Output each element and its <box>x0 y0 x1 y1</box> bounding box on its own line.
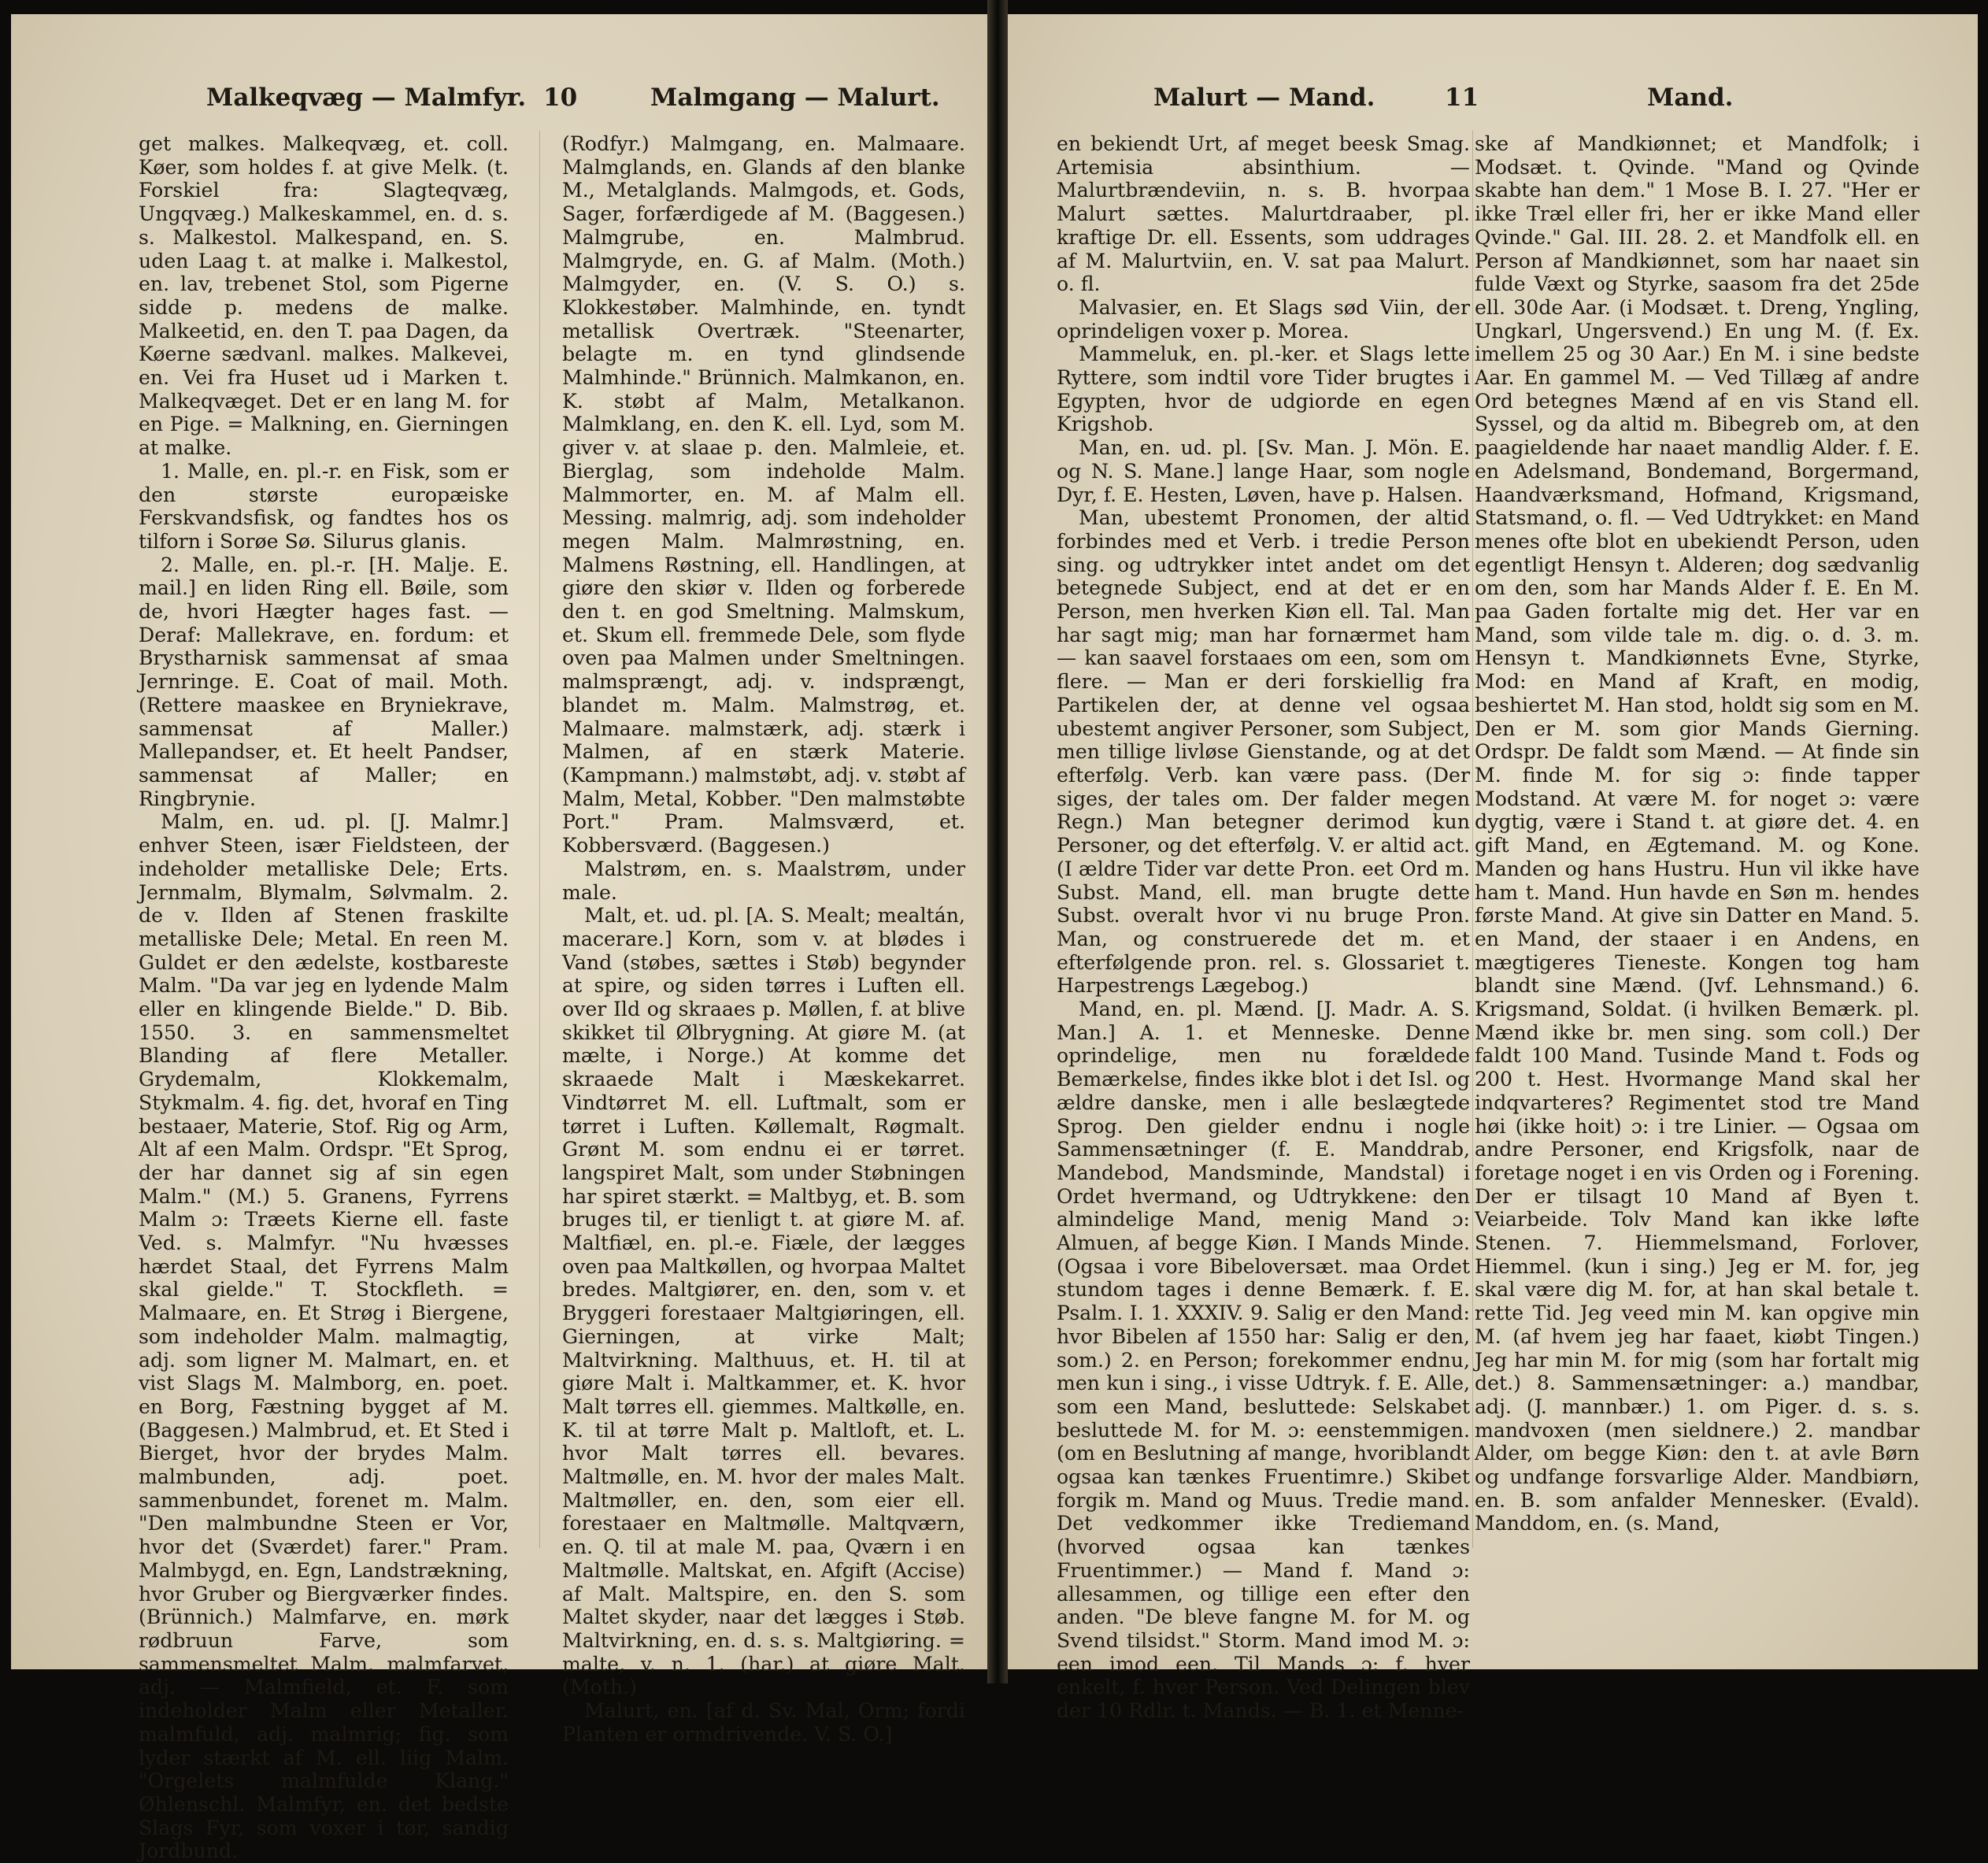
paragraph: Malurt, en. [af d. Sv. Mal, Orm; fordi Planten er ormdrivende. V. S. O.] <box>562 1699 965 1746</box>
left-page <box>11 14 987 1863</box>
paragraph: Malt, et. ud. pl. [A. S. Mealt; mealtán, macerare.] Korn, som v. at blødes i Vand (støbes, sættes i Støb) begynder at spire, og siden tørres i Luften ell. over Ild og skraaes p. Møllen, f. at blive skikket til Ølbrygning. At giøre M. (at mælte, i Norge.) At komme det skraaede Malt i Mæskekarret. Vindtørret M. ell. Luftmalt, som er tørret i Luften. Køllemalt, Røgmalt. Grønt M. som endnu ei er tørret. langspiret Malt, som under Støbningen har spiret stærkt. = Maltbyg, et. B. som bruges til, er tienligt t. at giøre M. af. Maltfiæl, en. pl.-e. Fiæle, der lægges oven paa Maltkøllen, og hvorpaa Maltet bredes. Maltgiører, en. den, som v. et Bryggeri forestaaer Maltgiøringen, ell. Gierningen, at virke Malt; Maltvirkning. Malthuus, et. H. til at giøre Malt i. Maltkammer, et. K. hvor Malt tørres ell. giemmes. Maltkølle, en. K. til at tørre Malt p. Maltloft, et. L. hvor Malt tørres ell. bevares. Maltmølle, en. M. hvor der males Malt. Maltmøller, en. den, som eier ell. forestaaer en Maltmølle. Maltqværn, en. Q. til at male M. paa, Qværn i en Maltmølle. Maltskat, en. Afgift (Accise) af Malt. Maltspire, en. den S. som Maltet skyder, naar det lægges i Støb. Maltvirkning, en. d. s. s. Maltgiøring. = malte, v. n. 1. (har.) at giøre Malt. (Moth.) <box>562 904 965 1699</box>
paragraph: Malm, en. ud. pl. [J. Malmr.] enhver Steen, især Fieldsteen, der indeholder metalliske Dele; Erts. Jernmalm, Blymalm, Sølvmalm. 2. de v. Ilden af Stenen fraskilte metalliske Dele; Metal. En reen M. Guldet er den ædelste, kostbareste Malm. "Da var jeg en lydende Malm eller en klingende Bielde." D. Bib. 1550. 3. en sammensmeltet Blanding af flere Metaller. Grydemalm, Klokkemalm, Stykmalm. 4. fig. det, hvoraf en Ting bestaaer, Materie, Stof. Rig og Arm, Alt af een Malm. Ordspr. "Et Sprog, der har dannet sig af sin egen Malm." (M.) 5. Granens, Fyrrens Malm ɔ: Træets Kierne ell. faste Ved. s. Malmfyr. "Nu hvæsses hærdet Staal, det Fyrrens Malm skal gielde." T. Stockfleth. = Malmaare, en. Et Strøg i Biergene, som indeholder Malm. malmagtig, adj. som ligner M. Malmart, en. et vist Slags M. Malmborg, en. poet. en Borg, Fæstning bygget af M. (Baggesen.) Malmbrud, et. Et Sted i Bierget, hvor der brydes Malm. malmbunden, adj. poet. sammenbundet, forenet m. Malm. "Den malmbundne Steen er Vor, hvor det (Sværdet) farer." Pram. Malmbygd, en. Egn, Landstrækning, hvor Gruber og Biergværker findes. (Brünnich.) Malmfarve, en. mørk rødbruun Farve, som sammensmeltet Malm. malmfarvet, adj. — Malmfield, et. F. som indeholder Malm eller Metaller. malmfuld, adj. malmrig; fig. som lyder stærkt af M. ell. liig Malm. "Orgelets malmfulde Klang." Øhlenschl. Malmfyr, en. det bedste Slags Fyr, som voxer i tør, sandig Jordbund. <box>139 810 509 1863</box>
paragraph: en bekiendt Urt, af meget beesk Smag. Artemisia absinthium. — Malurtbrændeviin, n. s. B. hvorpaa Malurt sættes. Malurtdraaber, pl. kraftige Dr. ell. Essents, som uddrages af M. Malurtviin, en. V. sat paa Malurt. o. fl. <box>1057 132 1470 296</box>
right-page-header <box>1008 83 1978 118</box>
paragraph: Man, ubestemt Pronomen, der altid forbindes med et Verb. i tredie Person sing. og udtrykker intet andet om det betegnede Subject, end at det er en Person, men hverken Kiøn ell. Tal. Man har sagt mig; man har fornærmet ham — kan saavel forstaaes om een, som om flere. — Man er deri forskiellig fra Partikelen der, at denne vel ogsaa ubestemt angiver Personer, som Subject, men tillige livløse Gienstande, og at det efterfølg. Verb. kan være pass. (Der siges, der tales om. Der falder megen Regn.) Man betegner derimod kun Personer, og det efterfølg. V. er altid act. (I ældre Tider var dette Pron. eet Ord m. Subst. Mand, ell. man brugte dette Subst. overalt hvor vi nu bruge Pron. Man, og construerede det m. et efterfølgende pron. rel. s. Glossariet t. Harpestrengs Lægebog.) <box>1057 506 1470 998</box>
paragraph: 2. Malle, en. pl.-r. [H. Malje. E. mail.] en liden Ring ell. Bøile, som de, hvori Hægter hages fast. — Deraf: Mallekrave, en. fordum: et Brystharnisk sammensat af smaa Jernringe. E. Coat of mail. Moth. (Rettere maaskee en Bryniekrave, sammensat af Maller.) Mallepandser, et. Et heelt Pandser, sammensat af Maller; en Ringbrynie. <box>139 553 509 810</box>
column-divider <box>539 131 540 1548</box>
paragraph: Malstrøm, en. s. Maalstrøm, under male. <box>562 857 965 904</box>
paragraph: (Rodfyr.) Malmgang, en. Malmaare. Malmglands, en. Glands af den blanke M., Metalglands. Malmgods, et. Gods, Sager, forfærdigede af M. (Baggesen.) Malmgrube, en. Malmbrud. Malmgryde, en. G. af Malm. (Moth.) Malmgyder, en. (V. S. O.) s. Klokkestøber. Malmhinde, en. tyndt metallisk Overtræk. "Steenarter, belagte m. en tynd glindsende Malmhinde." Brünnich. Malmkanon, en. K. støbt af Malm, Metalkanon. Malmklang, en. den K. ell. Lyd, som M. giver v. at slaae p. den. Malmleie, et. Bierglag, som indeholde Malm. Malmmorter, en. M. af Malm ell. Messing. malmrig, adj. som indeholder megen Malm. Malmrøstning, en. Malmens Røstning, ell. Handlingen, at giøre den skiør v. Ilden og forberede den t. en god Smeltning. Malmskum, et. Skum ell. fremmede Dele, som flyde oven paa Malmen under Smeltningen. malmsprængt, adj. v. indsprængt, blandet m. Malm. Malmstrøg, et. Malmaare. malmstærk, adj. stærk i Malmen, af en stærk Materie. (Kampmann.) malmstøbt, adj. v. støbt af Malm, Metal, Kobber. "Den malmstøbte Port." Pram. Malmsværd, et. Kobbersværd. (Baggesen.) <box>562 132 965 857</box>
paragraph: 1. Malle, en. pl.-r. en Fisk, som er den største europæiske Ferskvandsfisk, og fandtes hos os tilforn i Sorøe Sø. Silurus glanis. <box>139 459 509 553</box>
right-page <box>1008 14 1978 1723</box>
right-page-column-2 <box>1475 132 1920 1660</box>
book-gutter <box>987 0 1008 1683</box>
page-number: 10 <box>543 83 578 112</box>
paragraph: Man, en. ud. pl. [Sv. Man. J. Mön. E. og N. S. Mane.] lange Haar, som nogle Dyr, f. E. Hesten, Løven, have p. Halsen. <box>1057 436 1470 506</box>
paragraph: Mammeluk, en. pl.-ker. et Slags lette Ryttere, som indtil vore Tider brugtes i Egypten, hvor de udgiorde en egen Krigshob. <box>1057 343 1470 436</box>
left-guide-word: Malurt — Mand. <box>1153 83 1375 112</box>
left-guide-word: Malkeqvæg — Malmfyr. <box>206 83 527 112</box>
column-divider <box>1472 131 1473 1548</box>
left-page-column-1 <box>139 132 509 1863</box>
paragraph: Mand, en. pl. Mænd. [J. Madr. A. S. Man.] A. 1. et Menneske. Denne oprindelige, men nu forældede Bemærkelse, findes ikke blot i det Isl. og ældre danske, men i alle beslægtede Sprog. Den gielder endnu i nogle Sammensætninger (f. E. Manddrab, Mandebod, Mandsminde, Mandstal) i Ordet hvermand, og Udtrykkene: den almindelige Mand, menig Mand ɔ: Almuen, af begge Kiøn. I Mands Minde. (Ogsaa i vore Bibeloversæt. maa Ordet stundom tages i denne Bemærk. f. E. Psalm. I. 1. XXXIV. 9. Salig er den Mand: hvor Bibelen af 1550 har: Salig er den, som.) 2. en Person; forekommer endnu, men kun i sing., i visse Udtryk. f. E. Alle, som een Mand, besluttede: Selskabet besluttede M. for M. ɔ: eenstemmigen. (om en Beslutning af mange, hvoriblandt ogsaa kan tænkes Fruentimre.) Skibet forgik m. Mand og Muus. Tredie mand. Det vedkommer ikke Trediemand (hvorved ogsaa kan tænkes Fruentimmer.) — Mand f. Mand ɔ: allesammen, og tillige een efter den anden. "De bleve fangne M. for M. og Svend tilsidst." Storm. Mand imod M. ɔ: een imod een. Til Mands ɔ: f. hver enkelt, f. hver Person. Ved Delingen blev der 10 Rdlr. t. Mands. — B. 1. et Menne- <box>1057 998 1470 1723</box>
left-page-column-2 <box>562 132 965 1746</box>
paragraph: Malvasier, en. Et Slags sød Viin, der oprindeligen voxer p. Morea. <box>1057 295 1470 343</box>
paragraph: ske af Mandkiønnet; et Mandfolk; i Modsæt. t. Qvinde. "Mand og Qvinde skabte han dem." 1 Mose B. I. 27. "Her er ikke Træl eller fri, her er ikke Mand eller Qvinde." Gal. III. 28. 2. et Mandfolk ell. en Person af Mandkiønnet, som har naaet sin fulde Væxt og Styrke, saasom fra det 25de ell. 30de Aar. (i Modsæt. t. Dreng, Yngling, Ungkarl, Ungersvend.) En ung M. (f. Ex. imellem 25 og 30 Aar.) En M. i sine bedste Aar. En gammel M. — Ved Tillæg af andre Ord betegnes Mænd af en vis Stand ell. Syssel, og da altid m. Bibegreb om, at den paagieldende har naaet mandlig Alder. f. E. en Adelsmand, Bondemand, Borgermand, Haandværksmand, Hofmand, Krigsmand, Statsmand, o. fl. — Ved Udtrykket: en Mand menes ofte blot en ubekiendt Person, uden egentligt Hensyn t. Alderen; dog sædvanlig om den, som har Mands Alder f. E. En M. paa Gaden fortalte mig det. Her var en Mand, som vilde tale m. dig. o. d. 3. m. Hensyn t. Mandkiønnets Evne, Styrke, Mod: en Mand af Kraft, en modig, beshiertet M. Han stod, holdt sig som en M. Den er M. som gior Mands Gierning. Ordspr. De faldt som Mænd. — At finde sin M. finde M. for sig ɔ: finde tapper Modstand. At være M. for noget ɔ: være dygtig, være i Stand t. at giøre det. 4. en gift Mand, en Ægtemand. M. og Kone. Manden og hans Hustru. Hun vil ikke have ham t. Mand. Hun havde en Søn m. hendes første Mand. At give sin Datter en Mand. 5. en Mand, der staaer i en Andens, en mægtigeres Tieneste. Kongen tog ham blandt sine Mænd. (Jvf. Lehnsmand.) 6. Krigsmand, Soldat. (i hvilken Bemærk. pl. Mænd ikke br. men sing. som coll.) Der faldt 100 Mand. Tusinde Mand t. Fods og 200 t. Hest. Hvormange Mand skal her indqvarteres? Regimentet stod tre Mand høi (ikke hoit) ɔ: i tre Linier. — Ogsaa om andre Personer, end Krigsfolk, naar de foretage noget i en vis Orden og i Forening. Der er tilsagt 10 Mand af Byen t. Veiarbeide. Tolv Mand kan ikke løfte Stenen. 7. Hiemmelsmand, Forlover, Hiemmel. (kun i sing.) Jeg er M. for, jeg skal være dig M. for, at han skal betale t. rette Tid. Jeg veed min M. kan opgive min M. (af hvem jeg har faaet, kiøbt Tingen.) Jeg har min M. for mig (som har fortalt mig det.) 8. Sammensætninger: a.) mandbar, adj. (J. mannbær.) 1. om Piger. d. s. s. mandvoxen (men sieldnere.) 2. mandbar Alder, om begge Kiøn: den t. at avle Børn og undfange forsvarlige Alder. Mandbiørn, en. B. som anfalder Mennesker. (Evald). Manddom, en. (s. Mand, <box>1475 132 1920 1535</box>
paragraph: get malkes. Malkeqvæg, et. coll. Køer, som holdes f. at give Melk. (t. Forskiel fra: Slagteqvæg, Ungqvæg.) Malkeskammel, en. d. s. s. Malkestol. Malkespand, en. S. uden Laag t. at malke i. Malkestol, en. lav, trebenet Stol, som Pigerne sidde p. medens de malke. Malkeetid, en. den T. paa Dagen, da Køerne sædvanl. malkes. Malkevei, en. Vei fra Huset ud i Marken t. Malkeqvæget. Det er en lang M. for en Pige. = Malkning, en. Gierningen at malke. <box>139 132 509 460</box>
page-number: 11 <box>1445 83 1479 112</box>
right-guide-word: Mand. <box>1647 83 1734 112</box>
left-page-header <box>11 83 987 118</box>
right-guide-word: Malmgang — Malurt. <box>650 83 940 112</box>
right-page-column-1 <box>1057 132 1470 1723</box>
